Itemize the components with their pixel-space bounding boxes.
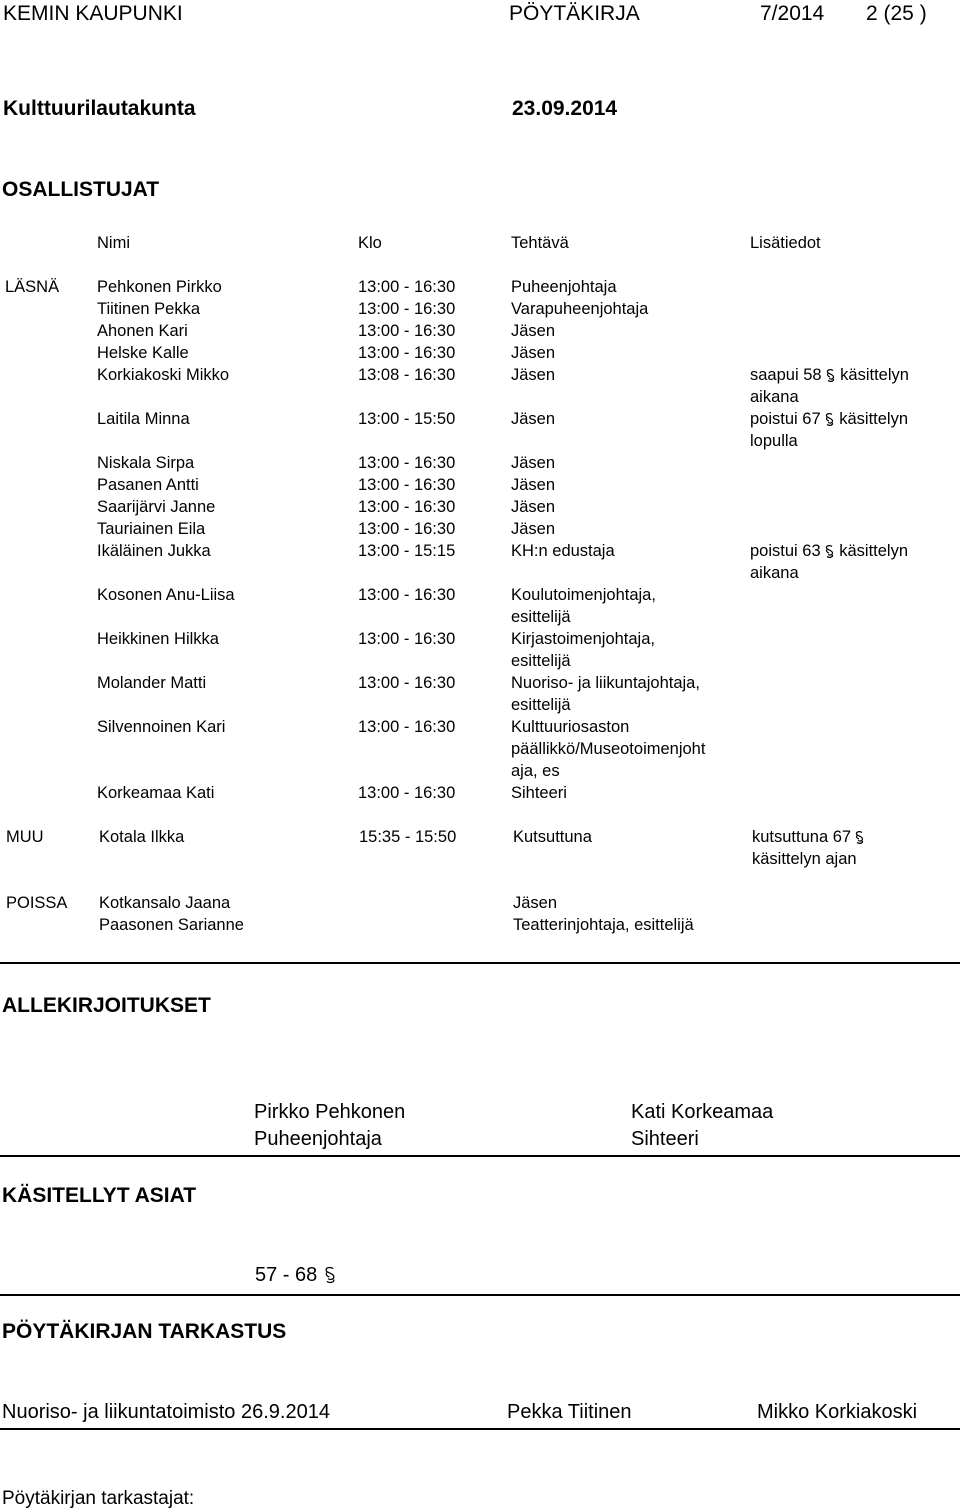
- participant-name: Tauriainen Eila: [97, 520, 206, 538]
- participant-name: Silvennoinen Kari: [97, 718, 226, 736]
- participant-name: Tiitinen Pekka: [97, 300, 201, 318]
- participant-role-cont: esittelijä: [511, 608, 571, 626]
- page-number: 2 (25 ): [866, 2, 927, 25]
- review-title: PÖYTÄKIRJAN TARKASTUS: [2, 1320, 287, 1343]
- participant-time: 13:00 - 16:30: [358, 322, 456, 340]
- participant-info: [750, 408, 908, 430]
- participant-role: Jäsen: [511, 344, 556, 362]
- section-symbol-icon: [825, 369, 836, 381]
- secretary-name: Kati Korkeamaa: [631, 1101, 774, 1123]
- participant-time: 13:00 - 16:30: [358, 630, 456, 648]
- reviewer-1: Pekka Tiitinen: [507, 1401, 632, 1423]
- participant-time: 13:00 - 16:30: [358, 674, 456, 692]
- info-text: saapui 58: [750, 366, 822, 384]
- participant-role: Jäsen: [511, 366, 556, 384]
- section-divider: [0, 1428, 960, 1430]
- participant-name: Kosonen Anu-Liisa: [97, 586, 235, 604]
- participant-role: Puheenjohtaja: [511, 278, 617, 296]
- participant-name: Niskala Sirpa: [97, 454, 195, 472]
- org-name: KEMIN KAUPUNKI: [3, 2, 183, 25]
- info-text: käsittelyn: [835, 366, 909, 384]
- participant-name: Saarijärvi Janne: [97, 498, 216, 516]
- col-header-role: Tehtävä: [511, 234, 569, 252]
- participant-role: Jäsen: [511, 322, 556, 340]
- reviewer-2: Mikko Korkiakoski: [757, 1401, 918, 1423]
- absent-role: Jäsen: [513, 894, 558, 912]
- section-symbol-icon: [323, 1266, 337, 1284]
- participant-role: Jäsen: [511, 476, 556, 494]
- participant-role: Jäsen: [511, 520, 556, 538]
- participant-name: Molander Matti: [97, 674, 207, 692]
- secretary-role: Sihteeri: [631, 1128, 699, 1150]
- participant-name: Korkeamaa Kati: [97, 784, 215, 802]
- handled-range-text: 57 - 68: [255, 1264, 318, 1286]
- doc-type: PÖYTÄKIRJA: [509, 2, 640, 25]
- participant-info: [750, 540, 908, 562]
- doc-number: 7/2014: [760, 2, 825, 25]
- info-text: poistui 67: [750, 410, 821, 428]
- participant-role: Jäsen: [511, 454, 556, 472]
- participant-role: Varapuheenjohtaja: [511, 300, 649, 318]
- participant-name: Helske Kalle: [97, 344, 189, 362]
- info-text: kutsuttuna 67: [752, 828, 852, 846]
- participant-name: Korkiakoski Mikko: [97, 366, 230, 384]
- participant-role: Jäsen: [511, 410, 556, 428]
- participant-role-cont: aja, es: [511, 762, 560, 780]
- absent-name: Kotkansalo Jaana: [99, 894, 231, 912]
- participant-name: Ikäläinen Jukka: [97, 542, 211, 560]
- participant-time: 13:00 - 16:30: [358, 718, 456, 736]
- meeting-date: 23.09.2014: [512, 97, 618, 120]
- chair-name: Pirkko Pehkonen: [254, 1101, 406, 1123]
- section-divider: [0, 1294, 960, 1296]
- review-place-date: Nuoriso- ja liikuntatoimisto 26.9.2014: [2, 1401, 330, 1423]
- col-header-info: Lisätiedot: [750, 234, 821, 252]
- participant-time: 13:00 - 15:50: [358, 410, 456, 428]
- participant-info-cont: lopulla: [750, 432, 798, 450]
- participant-time: 13:00 - 16:30: [358, 300, 456, 318]
- participant-time: 13:00 - 16:30: [358, 454, 456, 472]
- other-role: Kutsuttuna: [513, 828, 592, 846]
- reviewers-label: Pöytäkirjan tarkastajat:: [2, 1488, 195, 1509]
- other-info-cont: käsittelyn ajan: [752, 850, 857, 868]
- participant-time: 13:00 - 16:30: [358, 586, 456, 604]
- participant-info: [750, 364, 909, 386]
- committee-name: Kulttuurilautakunta: [3, 97, 196, 120]
- participant-name: Laitila Minna: [97, 410, 190, 428]
- participant-role: KH:n edustaja: [511, 542, 615, 560]
- participant-time: 13:08 - 16:30: [358, 366, 456, 384]
- participant-role: Kirjastoimenjohtaja,: [511, 630, 655, 648]
- col-header-time: Klo: [358, 234, 382, 252]
- absent-role: Teatterinjohtaja, esittelijä: [513, 916, 694, 934]
- participant-time: 13:00 - 16:30: [358, 476, 456, 494]
- participant-role: Kulttuuriosaston: [511, 718, 630, 736]
- participant-name: Heikkinen Hilkka: [97, 630, 219, 648]
- absent-label: POISSA: [6, 894, 68, 912]
- participant-role-cont: esittelijä: [511, 696, 571, 714]
- participant-name: Ahonen Kari: [97, 322, 188, 340]
- signatures-title: ALLEKIRJOITUKSET: [2, 994, 211, 1017]
- other-time: 15:35 - 15:50: [359, 828, 457, 846]
- participant-time: 13:00 - 15:15: [358, 542, 456, 560]
- info-text: poistui 63: [750, 542, 821, 560]
- col-header-name: Nimi: [97, 234, 130, 252]
- participant-name: Pehkonen Pirkko: [97, 278, 222, 296]
- section-symbol-icon: [824, 545, 835, 557]
- section-divider: [0, 1155, 960, 1157]
- other-info: [752, 826, 865, 848]
- info-text: käsittelyn: [834, 542, 909, 560]
- participant-time: 13:00 - 16:30: [358, 520, 456, 538]
- participant-role-cont: päällikkö/Museotoimenjoht: [511, 740, 706, 758]
- handled-range: [255, 1264, 337, 1287]
- participant-role: Nuoriso- ja liikuntajohtaja,: [511, 674, 700, 692]
- other-name: Kotala Ilkka: [99, 828, 185, 846]
- participant-role: Koulutoimenjohtaja,: [511, 586, 656, 604]
- participant-time: 13:00 - 16:30: [358, 344, 456, 362]
- participant-info-cont: aikana: [750, 564, 799, 582]
- participant-info-cont: aikana: [750, 388, 799, 406]
- participant-role-cont: esittelijä: [511, 652, 571, 670]
- participant-role: Jäsen: [511, 498, 556, 516]
- participant-time: 13:00 - 16:30: [358, 278, 456, 296]
- participant-time: 13:00 - 16:30: [358, 498, 456, 516]
- participant-time: 13:00 - 16:30: [358, 784, 456, 802]
- present-label: LÄSNÄ: [5, 278, 60, 296]
- absent-name: Paasonen Sarianne: [99, 916, 244, 934]
- participants-title: OSALLISTUJAT: [2, 178, 160, 201]
- section-symbol-icon: [824, 413, 835, 425]
- section-divider: [0, 962, 960, 964]
- chair-role: Puheenjohtaja: [254, 1128, 382, 1150]
- participant-name: Pasanen Antti: [97, 476, 199, 494]
- section-symbol-icon: [854, 831, 865, 843]
- other-label: MUU: [6, 828, 44, 846]
- participant-role: Sihteeri: [511, 784, 567, 802]
- info-text: käsittelyn: [834, 410, 909, 428]
- handled-title: KÄSITELLYT ASIAT: [2, 1184, 197, 1207]
